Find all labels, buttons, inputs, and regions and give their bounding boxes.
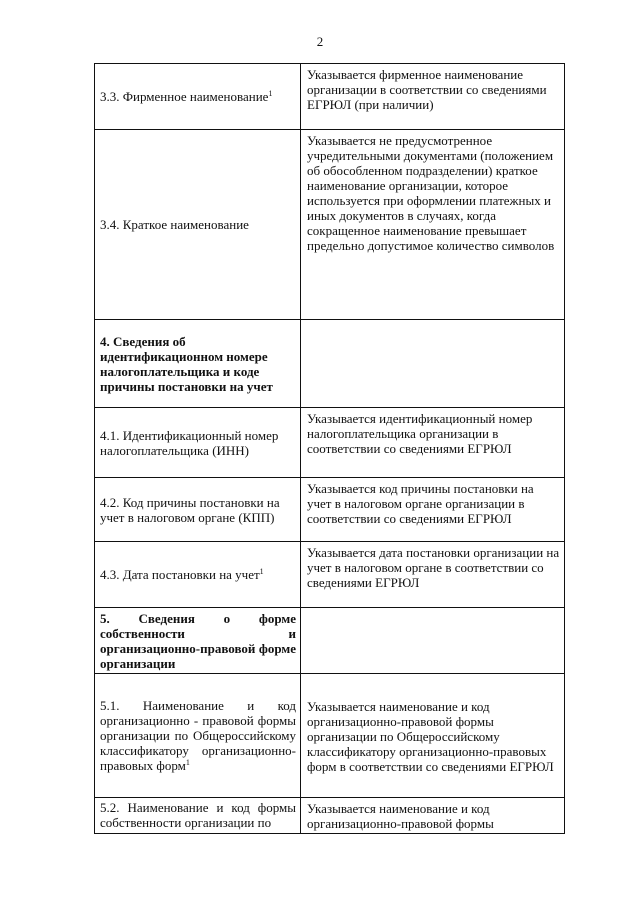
table-row (95, 64, 565, 130)
field-name-cell (95, 130, 301, 320)
section-heading: 4. Сведения об идентификационном номере налогоплательщика и коде причины постановки на учет (95, 320, 301, 408)
field-name: 5.1. Наименование и код организационно - правовой формы организации по Общероссийскому классификатору организационно-правовых форм (100, 698, 296, 773)
table-row (95, 674, 565, 798)
field-name-cell (95, 798, 301, 834)
field-name: 5.2. Наименование и код формы собственности организации по (100, 800, 296, 830)
footnote-mark: 1 (185, 758, 190, 767)
field-description: Указывается наименование и код организационно-правовой формы (301, 798, 565, 834)
field-description: Указывается код причины постановки на учет в налоговом органе организации в соответствии со сведениями ЕГРЮЛ (301, 478, 565, 542)
field-name-cell (95, 64, 301, 130)
field-description: Указывается фирменное наименование организации в соответствии со сведениями ЕГРЮЛ (при наличии) (301, 64, 565, 130)
table-row (95, 798, 565, 834)
field-description (301, 608, 565, 674)
table-row (95, 408, 565, 478)
field-name: 3.3. Фирменное наименование (100, 89, 269, 104)
table-row (95, 608, 565, 674)
table-row (95, 130, 565, 320)
field-description: Указывается наименование и код организационно-правовой формы организации по Общероссийскому классификатору организационно-правовых форм в соответствии со сведениями ЕГРЮЛ (301, 674, 565, 798)
field-description (301, 320, 565, 408)
section-heading: 5. Сведения о форме собственности и организационно-правовой форме организации (95, 608, 301, 674)
page-number: 2 (316, 34, 324, 49)
field-name-cell (95, 478, 301, 542)
field-name: 4.1. Идентификационный номер налогоплательщика (ИНН) (100, 427, 279, 458)
field-name: 4.3. Дата постановки на учет (100, 567, 260, 582)
footnote-mark: 1 (268, 89, 273, 98)
field-name-cell (95, 542, 301, 608)
table-row (95, 542, 565, 608)
field-description: Указывается идентификационный номер налогоплательщика организации в соответствии со сведениями ЕГРЮЛ (301, 408, 565, 478)
table-row (95, 478, 565, 542)
field-name: 4.2. Код причины постановки на учет в налоговом органе (КПП) (100, 494, 280, 525)
field-name-cell (95, 674, 301, 798)
field-name: 3.4. Краткое наименование (100, 217, 249, 232)
footnote-mark: 1 (259, 567, 264, 576)
requirements-table (94, 63, 565, 834)
field-name-cell (95, 408, 301, 478)
field-description: Указывается не предусмотренное учредительными документами (положением об обособленном подразделении) краткое наименование организации, которое используется при оформлении платежных и иных документов в случаях, когда сокращенное наименование превышает предельно допустимое количество символов (301, 130, 565, 320)
table-row (95, 320, 565, 408)
field-description: Указывается дата постановки организации на учет в налоговом органе в соответствии со сведениями ЕГРЮЛ (301, 542, 565, 608)
